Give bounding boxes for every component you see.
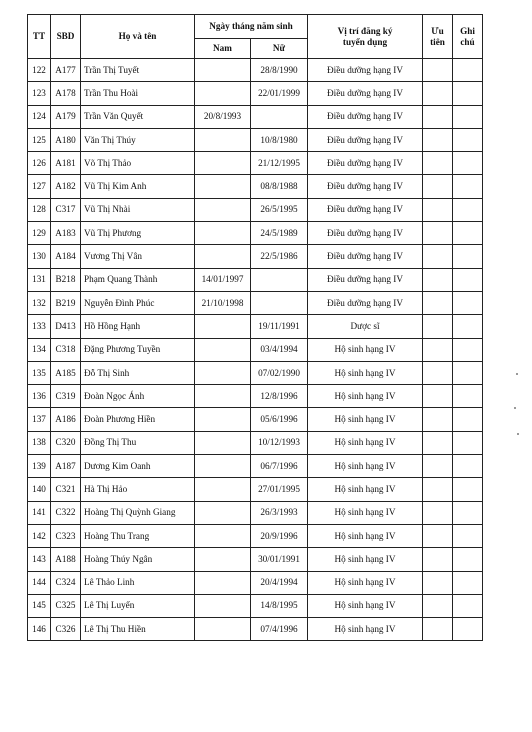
table-row (28, 338, 483, 361)
cell-position: Hộ sinh hạng IV (308, 524, 423, 547)
header-note: Ghi chú (453, 15, 483, 59)
cell-tt: 139 (28, 455, 51, 478)
cell-tt: 141 (28, 501, 51, 524)
cell-tt: 137 (28, 408, 51, 431)
cell-dob-female: 24/5/1989 (251, 222, 308, 245)
cell-position: Điều dưỡng hạng IV (308, 175, 423, 198)
cell-dob-female: 05/6/1996 (251, 408, 308, 431)
cell-name: Võ Thị Thảo (81, 152, 195, 175)
scan-speck (516, 373, 518, 375)
cell-tt: 130 (28, 245, 51, 268)
cell-sbd: B219 (51, 291, 81, 314)
table-row (28, 361, 483, 384)
cell-sbd: C325 (51, 594, 81, 617)
cell-dob-male (195, 59, 251, 82)
cell-priority (423, 618, 453, 641)
cell-dob-male (195, 501, 251, 524)
cell-sbd: A185 (51, 361, 81, 384)
cell-priority (423, 385, 453, 408)
cell-dob-male: 20/8/1993 (195, 105, 251, 128)
cell-note (453, 478, 483, 501)
cell-position: Điều dưỡng hạng IV (308, 291, 423, 314)
cell-priority (423, 455, 453, 478)
cell-dob-female: 07/02/1990 (251, 361, 308, 384)
cell-name: Phạm Quang Thành (81, 268, 195, 291)
cell-name: Văn Thị Thúy (81, 128, 195, 151)
table-row (28, 315, 483, 338)
cell-note (453, 408, 483, 431)
cell-name: Hà Thị Hảo (81, 478, 195, 501)
cell-priority (423, 222, 453, 245)
cell-position: Điều dưỡng hạng IV (308, 59, 423, 82)
cell-name: Lê Thị Thu Hiền (81, 618, 195, 641)
cell-tt: 129 (28, 222, 51, 245)
cell-tt: 144 (28, 571, 51, 594)
cell-note (453, 268, 483, 291)
cell-sbd: A179 (51, 105, 81, 128)
cell-dob-male (195, 431, 251, 454)
cell-name: Hoàng Thúy Ngân (81, 548, 195, 571)
table-row (28, 385, 483, 408)
cell-name: Đoàn Ngọc Ánh (81, 385, 195, 408)
cell-dob-female: 10/12/1993 (251, 431, 308, 454)
cell-dob-female: 22/01/1999 (251, 82, 308, 105)
table-row (28, 291, 483, 314)
cell-position: Hộ sinh hạng IV (308, 478, 423, 501)
cell-sbd: A177 (51, 59, 81, 82)
cell-tt: 140 (28, 478, 51, 501)
cell-name: Vũ Thị Nhài (81, 198, 195, 221)
cell-tt: 135 (28, 361, 51, 384)
cell-dob-female: 22/5/1986 (251, 245, 308, 268)
cell-tt: 146 (28, 618, 51, 641)
cell-tt: 127 (28, 175, 51, 198)
cell-dob-male (195, 548, 251, 571)
cell-note (453, 152, 483, 175)
cell-priority (423, 268, 453, 291)
cell-dob-male (195, 222, 251, 245)
cell-priority (423, 245, 453, 268)
cell-priority (423, 82, 453, 105)
table-row (28, 408, 483, 431)
header-female: Nữ (251, 39, 308, 59)
cell-priority (423, 501, 453, 524)
cell-tt: 126 (28, 152, 51, 175)
cell-priority (423, 524, 453, 547)
cell-dob-female (251, 268, 308, 291)
cell-position: Điều dưỡng hạng IV (308, 105, 423, 128)
cell-note (453, 82, 483, 105)
table-row (28, 478, 483, 501)
cell-position: Điều dưỡng hạng IV (308, 152, 423, 175)
table-row (28, 571, 483, 594)
cell-dob-male (195, 82, 251, 105)
cell-note (453, 291, 483, 314)
cell-position: Điều dưỡng hạng IV (308, 82, 423, 105)
cell-position: Hộ sinh hạng IV (308, 385, 423, 408)
cell-priority (423, 59, 453, 82)
cell-dob-female: 07/4/1996 (251, 618, 308, 641)
header-dob-group: Ngày tháng năm sinh (195, 15, 308, 39)
header-name: Họ và tên (81, 15, 195, 59)
cell-priority (423, 431, 453, 454)
table-row (28, 268, 483, 291)
cell-tt: 122 (28, 59, 51, 82)
cell-note (453, 571, 483, 594)
cell-priority (423, 408, 453, 431)
table-row (28, 105, 483, 128)
header-male: Nam (195, 39, 251, 59)
cell-dob-female: 27/01/1995 (251, 478, 308, 501)
cell-dob-male (195, 524, 251, 547)
table-row (28, 431, 483, 454)
cell-note (453, 338, 483, 361)
cell-note (453, 175, 483, 198)
cell-dob-male (195, 361, 251, 384)
cell-note (453, 385, 483, 408)
cell-dob-female: 03/4/1994 (251, 338, 308, 361)
cell-priority (423, 152, 453, 175)
cell-priority (423, 594, 453, 617)
cell-dob-female (251, 291, 308, 314)
cell-priority (423, 338, 453, 361)
cell-priority (423, 315, 453, 338)
cell-dob-male (195, 152, 251, 175)
header-position: Vị trí đăng ký tuyển dụng (308, 15, 423, 59)
table-row (28, 245, 483, 268)
cell-note (453, 245, 483, 268)
cell-priority (423, 361, 453, 384)
cell-name: Hồ Hồng Hạnh (81, 315, 195, 338)
cell-sbd: B218 (51, 268, 81, 291)
cell-sbd: C317 (51, 198, 81, 221)
cell-position: Dược sĩ (308, 315, 423, 338)
cell-sbd: A187 (51, 455, 81, 478)
cell-priority (423, 198, 453, 221)
cell-sbd: C320 (51, 431, 81, 454)
cell-dob-female: 21/12/1995 (251, 152, 308, 175)
cell-dob-male (195, 175, 251, 198)
cell-dob-female: 08/8/1988 (251, 175, 308, 198)
cell-note (453, 455, 483, 478)
cell-sbd: A180 (51, 128, 81, 151)
cell-name: Đặng Phương Tuyền (81, 338, 195, 361)
cell-dob-male (195, 198, 251, 221)
cell-tt: 136 (28, 385, 51, 408)
cell-position: Hộ sinh hạng IV (308, 455, 423, 478)
cell-dob-female: 10/8/1980 (251, 128, 308, 151)
cell-note (453, 105, 483, 128)
cell-priority (423, 128, 453, 151)
cell-position: Hộ sinh hạng IV (308, 501, 423, 524)
cell-dob-male (195, 618, 251, 641)
cell-note (453, 431, 483, 454)
cell-note (453, 128, 483, 151)
cell-name: Vương Thị Vân (81, 245, 195, 268)
table-row (28, 59, 483, 82)
cell-dob-female: 26/3/1993 (251, 501, 308, 524)
cell-tt: 124 (28, 105, 51, 128)
cell-name: Đoàn Phương Hiền (81, 408, 195, 431)
cell-tt: 123 (28, 82, 51, 105)
cell-sbd: A178 (51, 82, 81, 105)
cell-dob-female: 26/5/1995 (251, 198, 308, 221)
cell-tt: 133 (28, 315, 51, 338)
cell-sbd: C321 (51, 478, 81, 501)
cell-dob-male: 21/10/1998 (195, 291, 251, 314)
table-row (28, 222, 483, 245)
cell-dob-male (195, 338, 251, 361)
cell-dob-female (251, 105, 308, 128)
cell-name: Vũ Thị Kim Anh (81, 175, 195, 198)
cell-position: Hộ sinh hạng IV (308, 338, 423, 361)
table-row (28, 175, 483, 198)
cell-dob-male: 14/01/1997 (195, 268, 251, 291)
cell-sbd: C326 (51, 618, 81, 641)
cell-name: Lê Thảo Linh (81, 571, 195, 594)
cell-position: Hộ sinh hạng IV (308, 361, 423, 384)
cell-note (453, 548, 483, 571)
cell-note (453, 594, 483, 617)
cell-sbd: C324 (51, 571, 81, 594)
cell-sbd: C322 (51, 501, 81, 524)
cell-name: Trần Thị Tuyết (81, 59, 195, 82)
cell-dob-female: 12/8/1996 (251, 385, 308, 408)
cell-note (453, 618, 483, 641)
cell-tt: 128 (28, 198, 51, 221)
cell-position: Hộ sinh hạng IV (308, 548, 423, 571)
cell-position: Điều dưỡng hạng IV (308, 268, 423, 291)
table-row (28, 152, 483, 175)
cell-dob-female: 06/7/1996 (251, 455, 308, 478)
cell-position: Hộ sinh hạng IV (308, 431, 423, 454)
cell-sbd: A184 (51, 245, 81, 268)
cell-note (453, 222, 483, 245)
cell-name: Trần Văn Quyết (81, 105, 195, 128)
table-row (28, 524, 483, 547)
cell-priority (423, 548, 453, 571)
scan-speck (514, 407, 516, 409)
cell-position: Hộ sinh hạng IV (308, 571, 423, 594)
cell-position: Hộ sinh hạng IV (308, 594, 423, 617)
cell-name: Trần Thu Hoài (81, 82, 195, 105)
cell-dob-male (195, 594, 251, 617)
cell-note (453, 59, 483, 82)
cell-note (453, 361, 483, 384)
cell-dob-female: 20/4/1994 (251, 571, 308, 594)
table-row (28, 198, 483, 221)
cell-dob-female: 14/8/1995 (251, 594, 308, 617)
cell-sbd: D413 (51, 315, 81, 338)
cell-tt: 131 (28, 268, 51, 291)
cell-note (453, 198, 483, 221)
cell-note (453, 315, 483, 338)
cell-dob-female: 19/11/1991 (251, 315, 308, 338)
table-row (28, 455, 483, 478)
cell-priority (423, 175, 453, 198)
cell-name: Đồng Thị Thu (81, 431, 195, 454)
cell-tt: 125 (28, 128, 51, 151)
cell-name: Dương Kim Oanh (81, 455, 195, 478)
candidate-table (27, 14, 483, 641)
cell-sbd: A181 (51, 152, 81, 175)
cell-dob-male (195, 408, 251, 431)
cell-position: Điều dưỡng hạng IV (308, 198, 423, 221)
scan-speck (517, 433, 519, 435)
cell-sbd: A186 (51, 408, 81, 431)
cell-tt: 145 (28, 594, 51, 617)
cell-sbd: C323 (51, 524, 81, 547)
cell-tt: 143 (28, 548, 51, 571)
cell-note (453, 501, 483, 524)
table-row (28, 128, 483, 151)
header-sbd: SBD (51, 15, 81, 59)
cell-dob-female: 28/8/1990 (251, 59, 308, 82)
table-row (28, 618, 483, 641)
cell-tt: 142 (28, 524, 51, 547)
cell-dob-male (195, 128, 251, 151)
cell-dob-male (195, 478, 251, 501)
cell-dob-male (195, 455, 251, 478)
cell-sbd: A188 (51, 548, 81, 571)
cell-name: Hoàng Thị Quỳnh Giang (81, 501, 195, 524)
cell-dob-male (195, 385, 251, 408)
header-priority: Ưu tiên (423, 15, 453, 59)
cell-sbd: A182 (51, 175, 81, 198)
cell-tt: 138 (28, 431, 51, 454)
table-body (28, 59, 483, 641)
header-tt: TT (28, 15, 51, 59)
cell-sbd: C318 (51, 338, 81, 361)
cell-dob-male (195, 315, 251, 338)
cell-dob-female: 30/01/1991 (251, 548, 308, 571)
table-row (28, 501, 483, 524)
cell-name: Vũ Thị Phương (81, 222, 195, 245)
cell-sbd: C319 (51, 385, 81, 408)
table-row (28, 548, 483, 571)
cell-position: Điều dưỡng hạng IV (308, 128, 423, 151)
table-row (28, 594, 483, 617)
cell-priority (423, 571, 453, 594)
cell-position: Hộ sinh hạng IV (308, 618, 423, 641)
cell-dob-male (195, 245, 251, 268)
cell-name: Hoàng Thu Trang (81, 524, 195, 547)
cell-tt: 134 (28, 338, 51, 361)
cell-tt: 132 (28, 291, 51, 314)
cell-position: Điều dưỡng hạng IV (308, 222, 423, 245)
cell-priority (423, 105, 453, 128)
cell-dob-female: 20/9/1996 (251, 524, 308, 547)
cell-position: Điều dưỡng hạng IV (308, 245, 423, 268)
cell-name: Nguyễn Đình Phúc (81, 291, 195, 314)
cell-name: Đỗ Thị Sinh (81, 361, 195, 384)
cell-priority (423, 291, 453, 314)
cell-dob-male (195, 571, 251, 594)
cell-name: Lê Thị Luyến (81, 594, 195, 617)
cell-sbd: A183 (51, 222, 81, 245)
cell-priority (423, 478, 453, 501)
table-row (28, 82, 483, 105)
cell-position: Hộ sinh hạng IV (308, 408, 423, 431)
cell-note (453, 524, 483, 547)
